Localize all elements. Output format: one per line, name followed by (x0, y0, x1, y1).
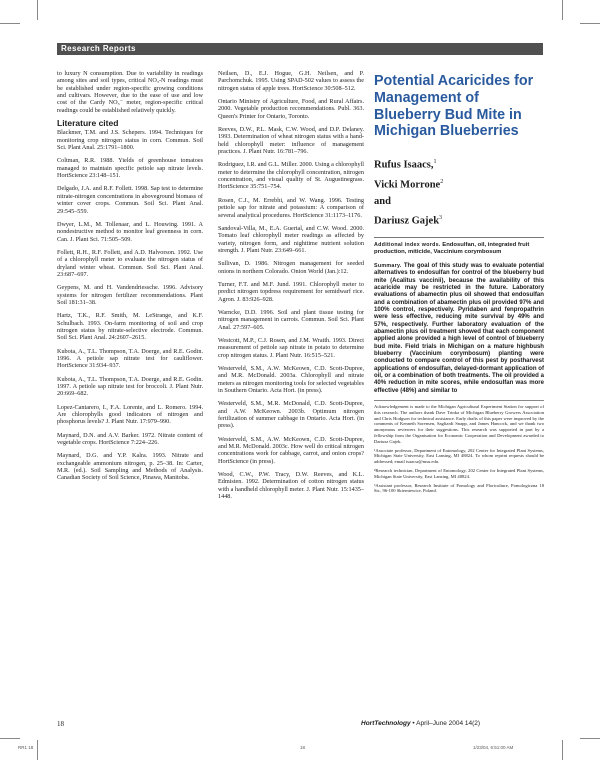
section-header (57, 43, 543, 55)
crop-mark (0, 23, 20, 24)
slug-left: RR1 18 (18, 745, 34, 750)
reference-entry: Maynard, D.G. and Y.P. Kalra. 1993. Nitrate and exchangeable ammonium nitrogen, p. 25–38. In: Carter, M.R. (ed.). Soil Sampling and Methods of Analysis. Canadian Society of Soil Science, Pinawa, Manitoba. (57, 452, 203, 482)
slug-right: 1/23/04, 6:51:00 AM (473, 745, 514, 750)
author (374, 210, 544, 230)
column-1 (57, 70, 203, 488)
article-title: Potential Acaricides for Management of Blueberry Bud Mite in Michigan Blueberries (374, 73, 534, 140)
index-words (374, 242, 544, 256)
reference-entry: Westerveld, S.M., A.W. McKeown, C.D. Scott-Dupree, and M.R. McDonald. 2003a. Chlorophyll and nitrate meters as nitrogen monitoring tools for selected vegetables in Southern Ontario. Acta Hort. (in press). (218, 365, 364, 395)
footnote: ³Assistant professor, Research Institute of Pomology and Floriculture, Pomologiczna 18 Str., 96-100 Skierniewice, Poland. (374, 482, 544, 494)
author-list (374, 154, 544, 230)
summary-text: The goal of this study was to evaluate potential alternatives to endosulfan for control of the blueberry bud mite (Acalitus vaccinii), because the availability of this acaricide may be restricted in the future. Laboratory evaluations of abamectin plus oil showed that endosulfan and a combination of abamectin plus oil provided 97% and 100% control, respectively. Pyridaben and fenpropathrin were less effective, reducing mite survival by 49% and 57%, respectively. Further laboratory evaluation of the abamectin plus oil treatment showed that each component applied alone provided a high level of control of blueberry bud mite. Field trials in Michigan on a mature highbush blueberry (Vaccinium corymbosum) planting were conducted to compare control of this pest by postharvest applications of endosulfan, delayed-dormant application of oil, or a combination of both treatments. The oil provided a 40% reduction in mite scores, while endosulfan was more effective (48%) and similar to (374, 262, 544, 394)
reference-entry: Wood, C.W., P.W. Tracy, D.W. Reeves, and K.L. Edmisten. 1992. Determination of cotton nitrogen status with a handheld chlorophyll meter. J. Plant Nutr. 15:1435–1448. (218, 471, 364, 501)
crop-mark (37, 0, 38, 20)
author-affiliation-mark: 2 (440, 178, 444, 185)
author (374, 193, 544, 210)
index-words-text: Endosulfan, oil, integrated fruit production, miticide, Vaccinium corymbosum (374, 241, 530, 255)
section-header-label: Research Reports (61, 44, 136, 53)
reference-entry: Neilsen, D., E.J. Hogue, G.H. Neilsen, and P. Parchomchuk. 1995. Using SPAD-502 values to assess the nitrogen status of apple trees. HortScience 30:508–512. (218, 70, 364, 92)
reference-entry: Lopez-Cantarero, I., F.A. Lorente, and L. Romero. 1994. Are chlorophylls good indicators of nitrogen and phosphorus levels? J. Plant Nutr. 17:979–990. (57, 403, 203, 426)
footnote: ²Research technician, Department of Entomology, 202 Center for Integrated Plant Systems, Michigan State University, East Lansing, MI 48824. (374, 468, 544, 479)
footnotes (374, 404, 544, 494)
crop-mark (37, 740, 38, 760)
author-name: Rufus Isaacs, (374, 159, 434, 171)
crop-mark (562, 0, 563, 20)
crop-mark (0, 738, 20, 739)
reference-entry: Sandoval-Villa, M., E.A. Guertal, and C.W. Wood. 2000. Tomato leaf chlorophyll meter readings as affected by variety, nitrogen form, and nighttime nutrient solution strength. J. Plant Nutr. 23:649–661. (218, 224, 364, 254)
reference-entry: Hartz, T.K., R.F. Smith, M. LeStrange, and K.F. Schulbach. 1993. On-farm monitoring of soil and crop nitrogen status by nitrate-selective electrode. Commun. Soil Sci. Plant Anal. 24:2607–2615. (57, 312, 203, 342)
crop-mark (562, 740, 563, 760)
author-affiliation-mark: 1 (433, 159, 437, 166)
reference-entry: Westcott, M.P., C.J. Rosen, and J.M. Wraith. 1993. Direct measurement of petiole sap nitrate in potato to determine crop nitrogen status. J. Plant Nutr. 16:515–521. (218, 336, 364, 359)
reference-entry: Rodriguez, I.R. and G.L. Miller. 2000. Using a chlorophyll meter to determine the chlorophyll concentration, nitrogen concentration, and visual quality of St. Augustinegrass. HortScience 35:751–754. (218, 161, 364, 191)
reference-entry: Follett, R.H., R.F. Follett, and A.D. Halvorson. 1992. Use of a chlorophyll meter to evaluate the nitrogen status of dryland winter wheat. Commun. Soil Sci. Plant Anal. 23:687–697. (57, 248, 203, 278)
slug-middle: 18 (300, 745, 306, 750)
reference-list (218, 70, 364, 501)
reference-entry: Maynard, D.N. and A.V. Barker. 1972. Nitrate content of vegetable crops. HortScience 7:224–226. (57, 431, 203, 447)
author-name: Dariusz Gajek (374, 215, 440, 227)
reference-entry: Reeves, D.W., P.L. Mask, C.W. Wood, and D.P. Delaney. 1993. Determination of wheat nitrogen status with a hand-held chlorophyll meter: influence of management practices. J. Plant Nutr. 16:781–796. (218, 126, 364, 156)
footnote: Acknowledgement is made to the Michigan Agricultural Experiment Station for support of this research. The authors thank Dave Trinka of Michigan Blueberry Growers Association and Chris Hodgson for technical assistance. Early drafts of this paper were improved by the comments of Kenneth Sorensen, Sagliardi Snapp, and James Hancock, and we thank two anonymous reviewers for their suggestions. This research was supported in part by a fellowship from the Organisation for Economic Cooperation and Development awarded to Dariusz Gajek. (374, 404, 544, 444)
author (374, 154, 544, 174)
page-number: 18 (57, 720, 64, 728)
reference-entry: Dwyer, L.M., M. Tollenaar, and L. Houwing. 1991. A nondestructive method to monitor leaf greenness in corn. Can. J. Plant Sci. 71:505–509. (57, 220, 203, 243)
reference-list (57, 129, 203, 481)
footnote-divider (374, 400, 544, 401)
column-2 (218, 70, 364, 507)
reference-entry: Kubota, A., T.L. Thompson, T.A. Doerge, and R.E. Godin. 1997. A petiole sap nitrate test for broccoli. J. Plant Nutr. 20:669–682. (57, 375, 203, 398)
reference-entry: Westerveld, S.M., A.W. McKeown, C.D. Scott-Dupree, and M.R. McDonald. 2003c. How well do critical nitrogen concentrations work for cabbage, carrot, and onion crops? HortScience (in press). (218, 435, 364, 465)
reference-entry: Delgado, J.A. and R.F. Follett. 1998. Sap test to determine nitrate-nitrogen concentrations in aboveground biomass of winter cover crops. Commun. Soil Sci. Plant Anal. 29:545–559. (57, 185, 203, 215)
article-opener (374, 73, 544, 497)
reference-entry: Westerveld, S.M., M.R. McDonald, C.D. Scott-Dupree, and A.W. McKeown. 2003b. Optimum nitrogen fertilization of summer cabbage in Ontario. Acta Hort. (in press). (218, 400, 364, 430)
author (374, 174, 544, 194)
crop-mark (580, 23, 600, 24)
journal-info (361, 720, 480, 727)
reference-entry: Coltman, R.R. 1988. Yields of greenhouse tomatoes managed to maintain specific petiole sap nitrate levels. HortScience 23:148–151. (57, 157, 203, 180)
summary (374, 263, 544, 395)
reference-entry: Geypens, M. and H. Vandendriessche. 1996. Advisory systems for nitrogen fertilizer recommendations. Plant Soil 181:31–38. (57, 284, 203, 306)
summary-label: Summary. (374, 262, 402, 269)
journal-name: HortTechnology (361, 720, 411, 727)
author-affiliation-mark: 3 (439, 215, 443, 222)
reference-entry: Turner, F.T. and M.F. Jund. 1991. Chlorophyll meter to predict nitrogen topdress requirement for semidwarf rice. Agron. J. 83:926–928. (218, 280, 364, 303)
crop-mark (580, 738, 600, 739)
index-words-label: Additional index words. (374, 241, 441, 248)
author-name: and (374, 196, 391, 208)
reference-entry: Ontario Ministry of Agriculture, Food, and Rural Affairs. 2000. Vegetable production recommendations. Publ. 363. Queen's Printer for Ontario, Toronto. (218, 98, 364, 120)
author-name: Vicki Morrone (374, 179, 441, 191)
reference-entry: Kubota, A., T.L. Thompson, T.A. Doerge, and R.E. Godin. 1996. A petiole sap nitrate test for cauliflower. HortScience 31:934–937. (57, 347, 203, 370)
journal-issue: • April–June 2004 14(2) (412, 720, 481, 727)
reference-entry: Rosen, C.J., M. Errebhi, and W. Wang. 1996. Testing petiole sap for nitrate and potassium: A comparison of several analytical procedures. HortScience 31:1173–1176. (218, 196, 364, 219)
divider (374, 237, 544, 238)
intro-paragraph: to luxury N consumption. Due to variability in readings among sites and soil types, critical NO₃-N readings must be established under region-specific growing conditions and cultivars. However, due to the ease of use and low cost of the Cardy NO₃⁻ meter, region-specific critical readings could be established relatively quickly. (57, 70, 203, 114)
footnote: ¹Associate professor, Department of Entomology, 202 Center for Integrated Plant Systems, Michigan State University, East Lansing, MI 48824. To whom reprint requests should be addressed; email isaacsr@msu.edu. (374, 447, 544, 465)
reference-entry: Warncke, D.D. 1996. Soil and plant tissue testing for nitrogen management in carrots. Commun. Soil Sci. Plant Anal. 27:597–605. (218, 308, 364, 331)
literature-cited-heading: Literature cited (57, 118, 119, 129)
reference-entry: Blackmer, T.M. and J.S. Schepers. 1994. Techniques for monitoring crop nitrogen status in corn. Commun. Soil Sci. Plant Anal. 25:1791–1800. (57, 129, 203, 152)
reference-entry: Sullivan, D. 1986. Nitrogen management for seeded onions in northern Colorado. Onion World (Jan.):12. (218, 260, 364, 275)
